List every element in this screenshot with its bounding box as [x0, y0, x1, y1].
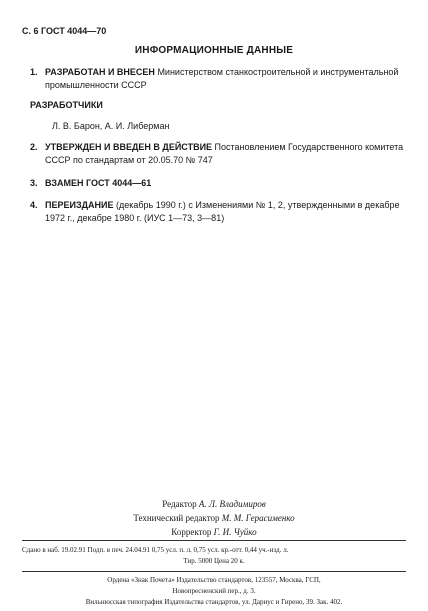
page-header: С. 6 ГОСТ 4044—70 [22, 26, 107, 36]
item-number: 1. [30, 67, 38, 77]
item-lead: ПЕРЕИЗДАНИЕ [45, 200, 114, 210]
page-title: ИНФОРМАЦИОННЫЕ ДАННЫЕ [134, 45, 294, 56]
credits-block [0, 497, 428, 539]
item-number: 2. [30, 142, 38, 152]
print-info-line: Новопресненский пер., д. 3. [172, 587, 256, 595]
credit-proofreader [0, 525, 428, 539]
item-lead: РАЗРАБОТАН И ВНЕСЕН [45, 67, 155, 77]
print-info-line: Вильнюсская типография Издательства стандартов, ул. Дариус и Гирено, 39. Зак. 402. [85, 598, 343, 606]
credit-name: Г. И. Чуйко [213, 527, 257, 537]
item-text: (декабрь 1990 г.) с Изменениями № 1, 2, утвержденными в декабре 1972 г., декабре 1980 г. (ИУС 1—73, 3—81) [45, 200, 400, 223]
credit-tech-editor [0, 511, 428, 525]
credit-role: Редактор [162, 499, 197, 509]
print-info-line: Сдано в наб. 19.02.91 Подп. в печ. 24.04.91 0,75 усл. п. л. 0,75 усл. кр.-отт. 0,44 уч.-изд. л. [22, 546, 289, 554]
credit-editor [0, 497, 428, 511]
info-item-2 [30, 141, 406, 167]
item-number: 3. [30, 178, 38, 188]
developers-names: Л. В. Барон, А. И. Либерман [52, 121, 170, 131]
info-item-3 [30, 177, 406, 190]
item-text: Министерством станкостроительной и инструментальной промышленности СССР [45, 67, 399, 90]
print-info-line: Тир. 5000 Цена 20 к. [183, 557, 245, 565]
divider [22, 540, 406, 541]
item-lead: УТВЕРЖДЕН И ВВЕДЕН В ДЕЙСТВИЕ [45, 142, 213, 152]
info-item-4 [30, 199, 406, 225]
print-info [22, 545, 406, 608]
credit-name: М. М. Герасименко [221, 513, 295, 523]
item-number: 4. [30, 200, 38, 210]
divider [22, 571, 406, 572]
info-item-1 [30, 66, 406, 92]
developers-label: РАЗРАБОТЧИКИ [30, 100, 103, 110]
credit-name: А. Л. Владимиров [198, 499, 266, 509]
credit-role: Корректор [171, 527, 212, 537]
credit-role: Технический редактор [133, 513, 220, 523]
item-text: Постановлением Государственного комитета СССР по стандартам от 20.05.70 № 747 [45, 142, 404, 165]
print-info-line: Ордена «Знак Почета» Издательство стандартов, 123557, Москва, ГСП, [107, 576, 321, 584]
item-lead: ВЗАМЕН ГОСТ 4044—61 [45, 178, 152, 188]
